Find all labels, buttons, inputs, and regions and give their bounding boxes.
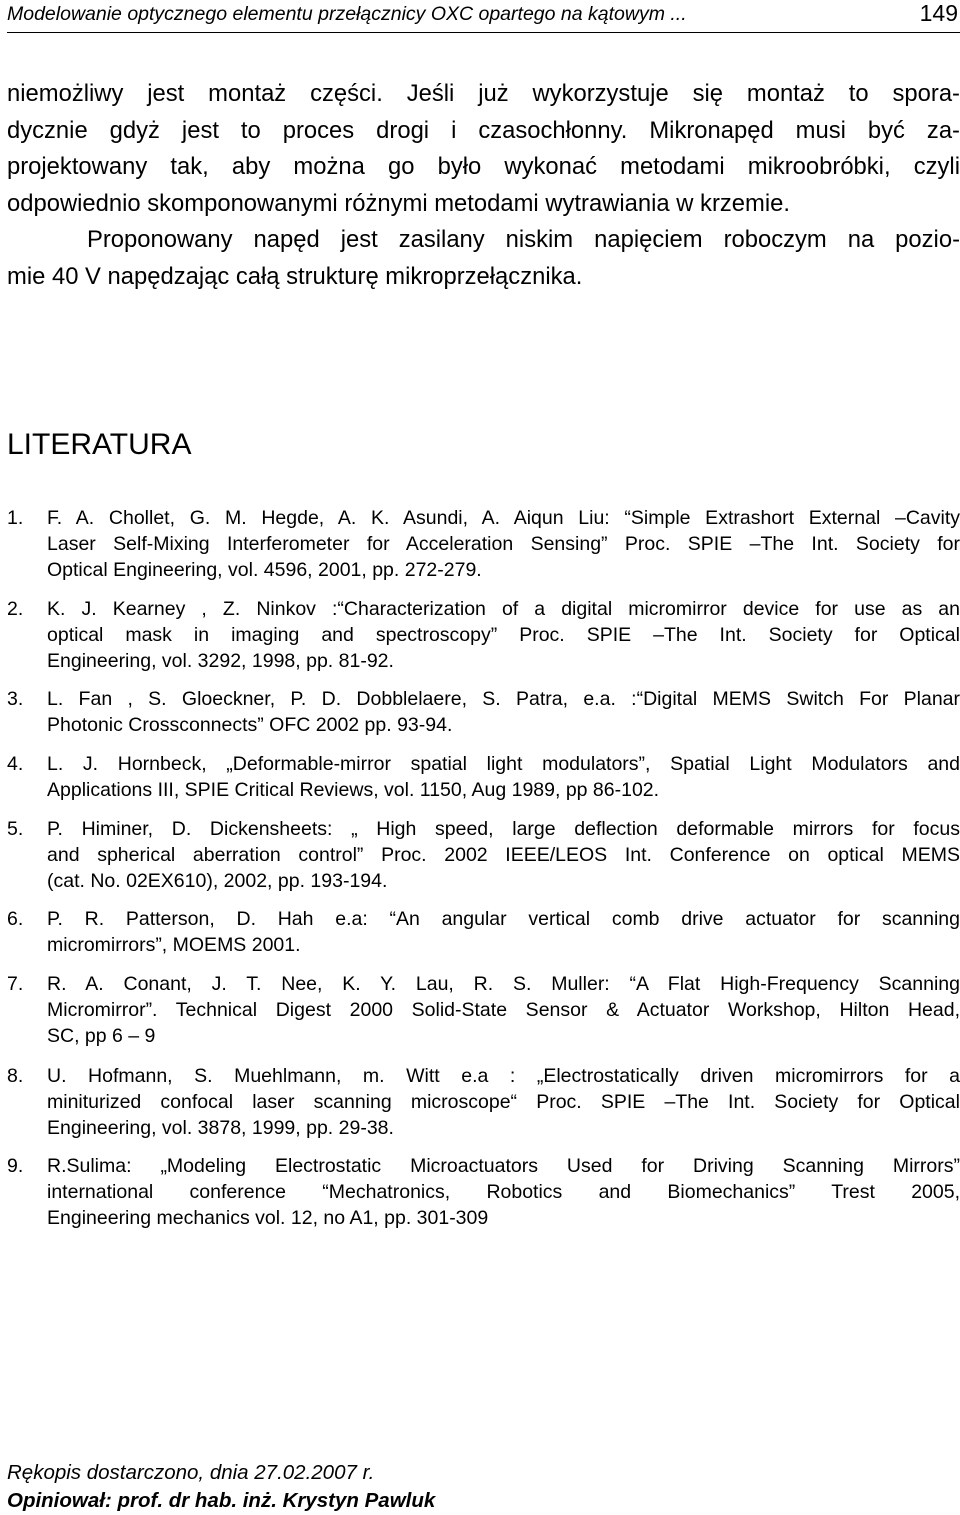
reference-line: F. A. Chollet, G. M. Hegde, A. K. Asundi, A. Aiqun Liu: “Simple Extrashort External –Cavity <box>47 507 960 529</box>
reference-line: and spherical aberration control” Proc. 2002 IEEE/LEOS Int. Conference on optical MEMS <box>47 844 960 866</box>
reference-item <box>7 596 960 674</box>
reference-number: 4. <box>7 753 24 775</box>
reference-line: Laser Self-Mixing Interferometer for Acceleration Sensing” Proc. SPIE –The Int. Society for <box>47 533 960 555</box>
reference-line: Engineering, vol. 3878, 1999, pp. 29-38. <box>47 1117 394 1139</box>
reference-line: Engineering mechanics vol. 12, no A1, pp. 301-309 <box>47 1207 489 1229</box>
received-date: Rękopis dostarczono, dnia 27.02.2007 r. <box>7 1461 375 1484</box>
reference-line: Applications III, SPIE Critical Reviews, vol. 1150, Aug 1989, pp 86-102. <box>47 779 660 801</box>
reference-line: K. J. Kearney , Z. Ninkov :“Characterization of a digital micromirror device for use as an <box>47 598 960 620</box>
reference-line: Photonic Crossconnects” OFC 2002 pp. 93-94. <box>47 714 453 736</box>
reference-number: 1. <box>7 507 24 529</box>
running-header <box>7 0 960 33</box>
running-title: Modelowanie optycznego elementu przełącznicy OXC opartego na kątowym ... <box>7 3 687 25</box>
reviewer: Opiniował: prof. dr hab. inż. Krystyn Pawluk <box>7 1489 436 1512</box>
reference-item <box>7 751 960 803</box>
body-paragraph-2-end <box>7 259 960 296</box>
body-paragraph-2 <box>7 222 960 259</box>
reference-line: international conference “Mechatronics, Robotics and Biomechanics” Trest 2005, <box>47 1181 960 1203</box>
reference-line: Optical Engineering, vol. 4596, 2001, pp. 272-279. <box>47 559 482 581</box>
reference-number: 6. <box>7 908 24 930</box>
section-heading: LITERATURA <box>7 428 192 461</box>
page-number: 149 <box>919 0 958 26</box>
reference-line: R.Sulima: „Modeling Electrostatic Microactuators Used for Driving Scanning Mirrors” <box>47 1155 960 1177</box>
reference-number: 9. <box>7 1155 24 1177</box>
reference-line: L. J. Hornbeck, „Deformable-mirror spatial light modulators”, Spatial Light Modulators and <box>47 753 960 775</box>
reference-item <box>7 505 960 583</box>
body-line: Proponowany napęd jest zasilany niskim napięciem roboczym na pozio- <box>87 226 960 253</box>
reference-item <box>7 1063 960 1141</box>
reference-line: R. A. Conant, J. T. Nee, K. Y. Lau, R. S. Muller: “A Flat High-Frequency Scanning <box>47 973 960 995</box>
body-paragraph-1 <box>7 76 960 186</box>
reference-line: Engineering, vol. 3292, 1998, pp. 81-92. <box>47 650 394 672</box>
reference-line: SC, pp 6 – 9 <box>47 1025 156 1047</box>
reference-number: 8. <box>7 1065 24 1087</box>
reference-item <box>7 971 960 1049</box>
reference-line: P. Himiner, D. Dickensheets: „ High speed, large deflection deformable mirrors for focus <box>47 818 960 840</box>
reference-number: 2. <box>7 598 24 620</box>
body-line: niemożliwy jest montaż części. Jeśli już wykorzystuje się montaż to spora- <box>7 80 960 107</box>
reference-line: micromirrors”, MOEMS 2001. <box>47 934 301 956</box>
reference-item <box>7 816 960 894</box>
body-line: odpowiednio skomponowanymi różnymi metodami wytrawiania w krzemie. <box>7 190 790 217</box>
body-paragraph-1-end <box>7 186 960 223</box>
reference-line: (cat. No. 02EX610), 2002, pp. 193-194. <box>47 870 388 892</box>
reference-line: P. R. Patterson, D. Hah e.a: “An angular vertical comb drive actuator for scanning <box>47 908 960 930</box>
reference-line: L. Fan , S. Gloeckner, P. D. Dobblelaere, S. Patra, e.a. :“Digital MEMS Switch For Planar <box>47 688 960 710</box>
reference-item <box>7 906 960 958</box>
reference-item <box>7 1153 960 1231</box>
reference-number: 3. <box>7 688 24 710</box>
reference-line: U. Hofmann, S. Muehlmann, m. Witt e.a : „Electrostatically driven micromirrors for a <box>47 1065 960 1087</box>
reference-number: 5. <box>7 818 24 840</box>
body-line: mie 40 V napędzając całą strukturę mikroprzełącznika. <box>7 263 583 290</box>
reference-item <box>7 686 960 738</box>
reference-number: 7. <box>7 973 24 995</box>
body-line: dycznie gdyż jest to proces drogi i czasochłonny. Mikronapęd musi być za- <box>7 116 960 144</box>
body-line: projektowany tak, aby można go było wykonać metodami mikroobróbki, czyli <box>7 153 960 181</box>
reference-line: miniturized confocal laser scanning microscope“ Proc. SPIE –The Int. Society for Optical <box>47 1091 960 1113</box>
reference-line: optical mask in imaging and spectroscopy” Proc. SPIE –The Int. Society for Optical <box>47 624 960 646</box>
reference-line: Micromirror”. Technical Digest 2000 Solid-State Sensor & Actuator Workshop, Hilton Head, <box>47 999 960 1021</box>
